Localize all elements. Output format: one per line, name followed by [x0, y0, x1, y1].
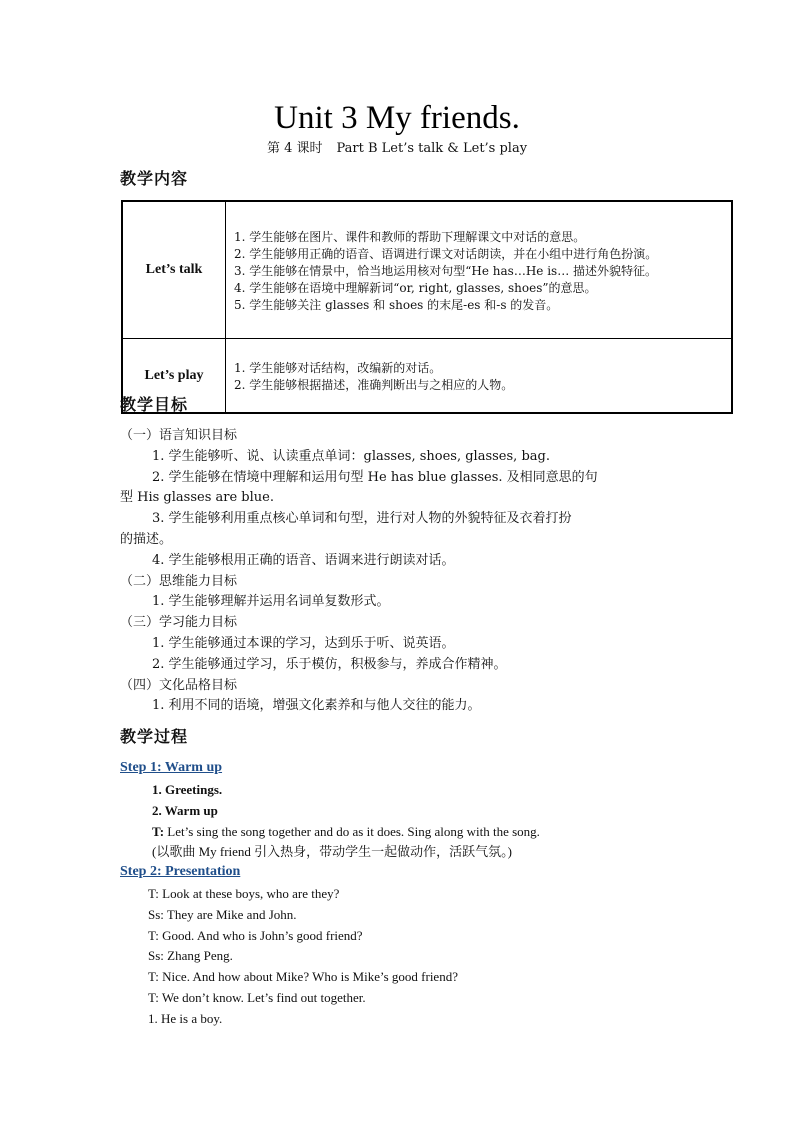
list-item: 2. 学生能够用正确的语音、语调进行课文对话朗读，并在小组中进行角色扮演。	[234, 246, 658, 261]
objective-line: 3. 学生能够利用重点核心单词和句型，进行对人物的外貌特征及衣着打扮	[152, 511, 572, 527]
content-table	[121, 200, 733, 414]
list-item: 1. 学生能够对话结构，改编新的对话。	[234, 360, 442, 375]
dialogue-line: T: Look at these boys, who are they?	[148, 886, 340, 901]
list-item: 2. 学生能够根据描述，准确判断出与之相应的人物。	[234, 377, 514, 392]
teacher-text: Let’s sing the song together and do as it does. Sing along with the song.	[164, 823, 540, 839]
list-item: 4. 学生能够在语境中理解新词“or, right, glasses, shoes”的意思。	[234, 280, 597, 295]
lesson-number: 第 4 课时	[266, 141, 323, 156]
list-item: 5. 学生能够关注 glasses 和 shoes 的末尾-es 和-s 的发音。	[234, 297, 559, 312]
activity-note: (以歌曲 My friend 引入热身，带动学生一起做动作，活跃气氛。)	[152, 844, 513, 860]
dialogue-line: T: We don’t know. Let’s find out together.	[148, 989, 366, 1005]
lesson-part: Part B Let’s talk & Let’s play	[336, 141, 528, 156]
list-item: 1. 学生能够在图片、课件和教师的帮助下理解课文中对话的意思。	[234, 229, 586, 244]
objective-line: 2. 学生能够在情境中理解和运用句型 He has blue glasses. 及相同意思的句	[152, 469, 598, 485]
objective-line: （一）语言知识目标	[120, 428, 238, 443]
list-item: 3. 学生能够在情景中，恰当地运用核对句型“He has…He is… 描述外貌特征。	[234, 263, 658, 278]
objective-line: 1. 学生能够通过本课的学习，达到乐于听、说英语。	[152, 635, 455, 651]
step-2-dialogue	[148, 884, 708, 1030]
section-heading-objectives: 教学目标	[120, 395, 189, 414]
objective-line: 的描述。	[120, 531, 173, 547]
speaker-label: T:	[152, 823, 165, 839]
objective-line: 1. 利用不同的语境，增强文化素养和与他人交往的能力。	[152, 698, 481, 714]
objective-line: （四）文化品格目标	[120, 677, 238, 693]
section-heading-content: 教学内容	[120, 169, 189, 188]
warmup-line: 2. Warm up	[152, 802, 218, 818]
dialogue-line: 1. He is a boy.	[148, 1010, 223, 1026]
dialogue-line: Ss: They are Mike and John.	[148, 906, 297, 922]
objective-line: 型 His glasses are blue.	[120, 490, 274, 506]
section-heading-process: 教学过程	[120, 727, 189, 746]
row-items-talk	[226, 201, 733, 339]
objectives-block	[120, 426, 680, 717]
dialogue-line: Ss: Zhang Peng.	[148, 948, 233, 964]
table-row	[122, 339, 732, 414]
step-2-heading: Step 2: Presentation	[120, 864, 241, 879]
row-label-play: Let’s play	[122, 339, 226, 414]
dialogue-line: T: Good. And who is John’s good friend?	[148, 927, 363, 943]
row-items-play	[226, 339, 733, 414]
objective-line: 1. 学生能够听、说、认读重点单词：glasses, shoes, glasses, bag.	[152, 448, 550, 464]
step-1-content	[152, 780, 712, 863]
greetings-line: 1. Greetings.	[152, 782, 223, 797]
objective-line: 2. 学生能够通过学习，乐于模仿，积极参与，养成合作精神。	[152, 656, 507, 672]
objective-line: （二）思维能力目标	[120, 573, 238, 589]
teacher-line	[152, 822, 712, 843]
dialogue-line: T: Nice. And how about Mike? Who is Mike’s good friend?	[148, 969, 458, 985]
objective-line: （三）学习能力目标	[120, 615, 238, 631]
table-row	[122, 201, 732, 339]
page-title: Unit 3 My friends.	[274, 100, 520, 136]
objective-line: 4. 学生能够根用正确的语音、语调来进行朗读对话。	[152, 552, 455, 568]
objective-line: 1. 学生能够理解并运用名词单复数形式。	[152, 594, 390, 610]
step-1-heading: Step 1: Warm up	[120, 760, 223, 775]
row-label-talk: Let’s talk	[122, 201, 226, 339]
page-subtitle	[0, 140, 794, 158]
